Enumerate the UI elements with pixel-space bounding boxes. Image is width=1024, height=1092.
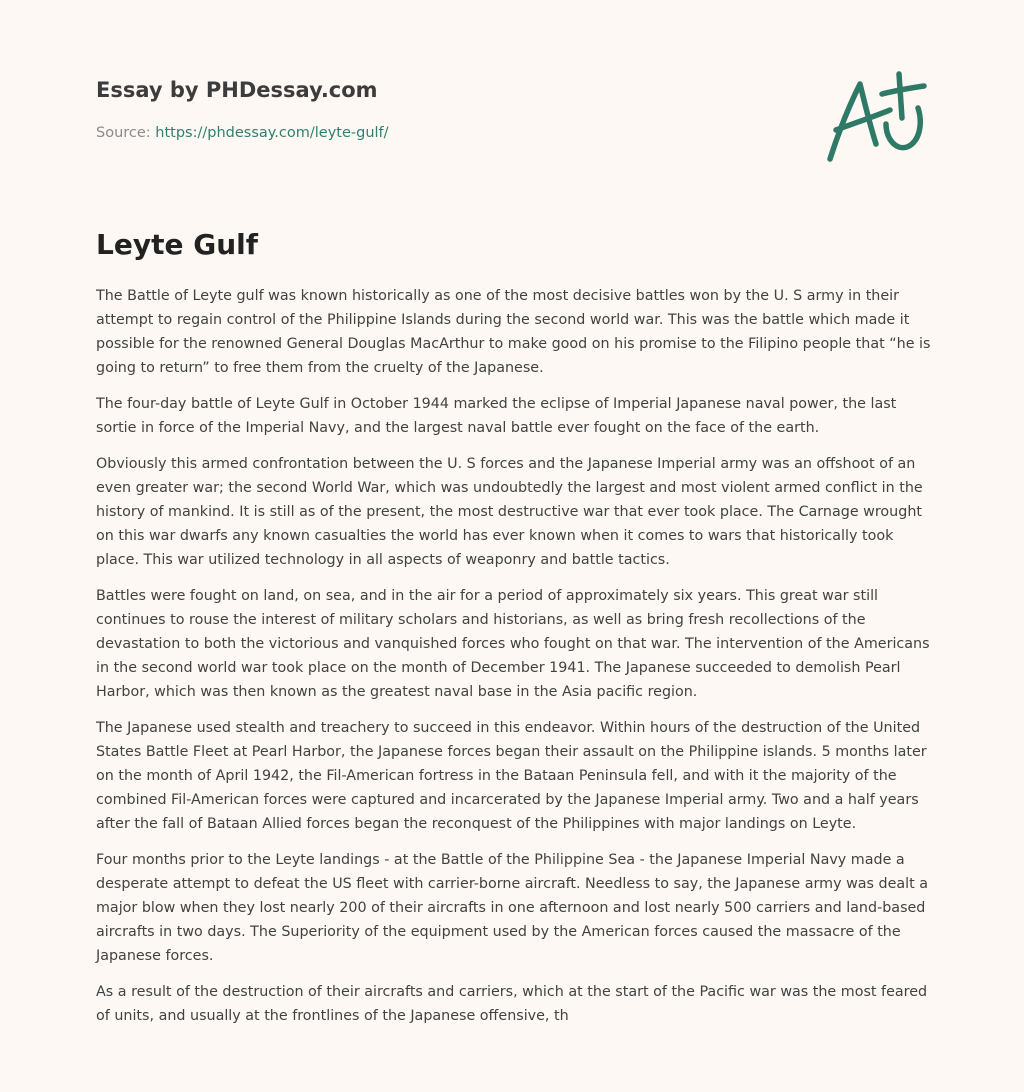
essay-paragraph: The Japanese used stealth and treachery to succeed in this endeavor. Within hours of the destruction of the United States Battle Fleet at Pearl Harbor, the Japanese forces began their assault on the Philippine islands. 5 months later on the month of April 1942, the Fil-American fortress in the Bataan Peninsula fell, and with it the majority of the combined Fil-American forces were captured and incarcerated by the Japanese Imperial army. Two and a half years after the fall of Bataan Allied forces began the reconquest of the Philippines with major landings on Leyte. [96, 720, 927, 832]
essay-title: Leyte Gulf [96, 228, 258, 261]
source-line [96, 123, 796, 143]
site-title: Essay by PHDessay.com [96, 78, 378, 102]
essay-paragraph: The Battle of Leyte gulf was known historically as one of the most decisive battles won by the U. S army in their attempt to regain control of the Philippine Islands during the second world war. This was the battle which made it possible for the renowned General Douglas MacArthur to make good on his promise to the Filipino people that “he is going to return” to free them from the cruelty of the Japanese. [96, 288, 931, 376]
essay-content [96, 226, 932, 1040]
essay-paragraph: Battles were fought on land, on sea, and in the air for a period of approximately six years. This great war still continues to rouse the interest of military scholars and historians, as well as bring fresh recollections of the devastation to both the victorious and vanquished forces who fought on that war. The intervention of the Americans in the second world war took place on the month of December 1941. The Japanese succeeded to demolish Pearl Harbor, which was then known as the greatest naval base in the Asia pacific region. [96, 588, 930, 700]
essay-paragraph: The four-day battle of Leyte Gulf in October 1944 marked the eclipse of Imperial Japanese naval power, the last sortie in force of the Imperial Navy, and the largest naval battle ever fought on the face of the earth. [96, 396, 897, 436]
essay-paragraph: As a result of the destruction of their aircrafts and carriers, which at the start of the Pacific war was the most feared of units, and usually at the frontlines of the Japanese offensive, th [96, 984, 928, 1024]
source-label: Source: [96, 125, 156, 141]
a-plus-logo-icon [820, 66, 930, 166]
essay-header [96, 76, 796, 143]
essay-paragraph: Four months prior to the Leyte landings - at the Battle of the Philippine Sea - the Japanese Imperial Navy made a desperate attempt to defeat the US fleet with carrier-borne aircraft. Needless to say, the Japanese army was dealt a major blow when they lost nearly 200 of their aircrafts in one afternoon and lost nearly 500 carriers and land-based aircrafts in two days. The Superiority of the equipment used by the American forces caused the massacre of the Japanese forces. [96, 852, 929, 964]
essay-paragraph: Obviously this armed confrontation between the U. S forces and the Japanese Imperial army was an offshoot of an even greater war; the second World War, which was undoubtedly the largest and most violent armed conflict in the history of mankind. It is still as of the present, the most destructive war that ever took place. The Carnage wrought on this war dwarfs any known casualties the world has ever known when it comes to wars that historically took place. This war utilized technology in all aspects of weaponry and battle tactics. [96, 456, 923, 568]
source-link[interactable]: https://phdessay.com/leyte-gulf/ [155, 125, 389, 141]
